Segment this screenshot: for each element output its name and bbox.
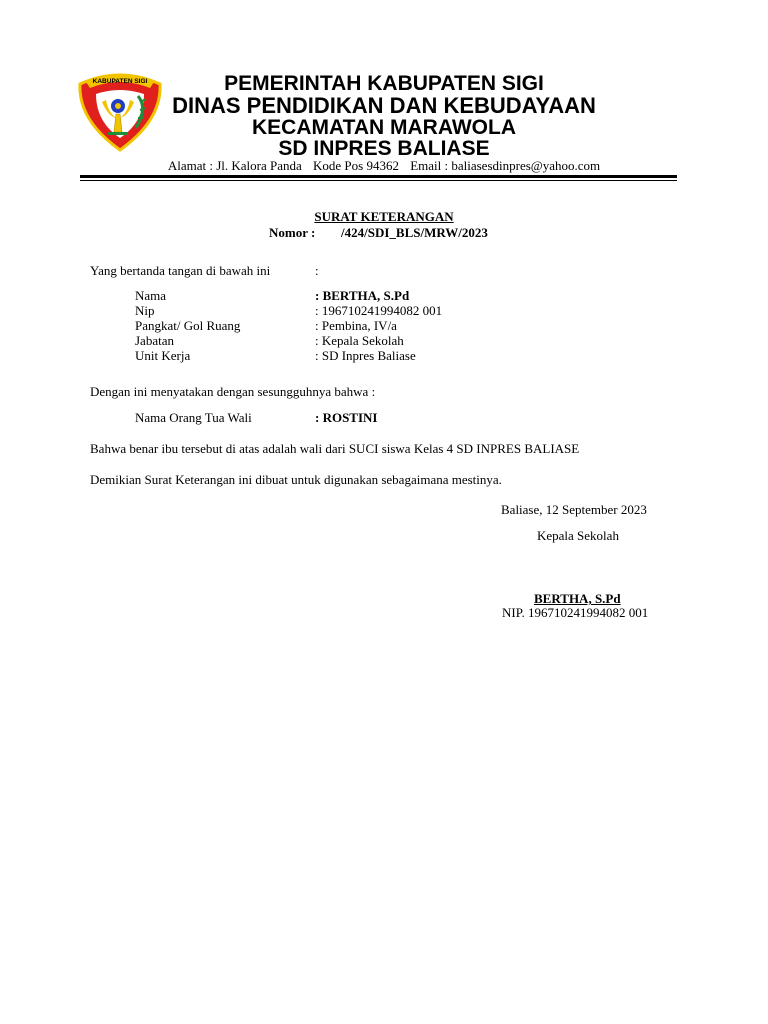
signer-name: BERTHA, S.Pd <box>534 591 621 606</box>
letterhead-line3: KECAMATAN MARAWOLA <box>251 116 517 139</box>
field-value-position: : Kepala Sekolah <box>315 333 404 348</box>
address-postcode: Kode Pos 94362 <box>313 158 399 173</box>
field-label-unit: Unit Kerja <box>135 348 191 363</box>
letter-title: SURAT KETERANGAN <box>314 209 454 224</box>
guardian-label: Nama Orang Tua Wali <box>135 410 252 425</box>
place-date: Baliase, 12 September 2023 <box>501 502 647 517</box>
signer-nip: NIP. 196710241994082 001 <box>502 605 649 620</box>
address-street: Alamat : Jl. Kalora Panda <box>167 158 302 173</box>
field-value-name: : BERTHA, S.Pd <box>315 288 410 303</box>
letterhead-line4: SD INPRES BALIASE <box>278 137 490 160</box>
logo-banner-text: KABUPATEN SIGI <box>92 78 148 85</box>
letter-number-label: Nomor : <box>269 225 316 240</box>
intro-colon: : <box>315 263 319 278</box>
field-value-unit: : SD Inpres Baliase <box>315 348 416 363</box>
field-label-position: Jabatan <box>135 333 174 348</box>
field-label-rank: Pangkat/ Gol Ruang <box>135 318 241 333</box>
letterhead-line2: DINAS PENDIDIKAN DAN KEBUDAYAAN <box>172 93 596 118</box>
signer-title: Kepala Sekolah <box>537 528 619 543</box>
letterhead-line1: PEMERINTAH KABUPATEN SIGI <box>224 72 544 95</box>
field-label-name: Nama <box>135 288 167 303</box>
field-label-nip: Nip <box>135 303 155 318</box>
letterhead-address <box>0 158 768 174</box>
letter-number-value: /424/SDI_BLS/MRW/2023 <box>341 225 488 240</box>
address-email: Email : baliasesdinpres@yahoo.com <box>410 158 601 173</box>
letterhead-divider-thick <box>80 175 677 178</box>
body-paragraph-2: Demikian Surat Keterangan ini dibuat untuk digunakan sebagaimana mestinya. <box>90 472 502 487</box>
letterhead-divider-thin <box>80 180 677 181</box>
intro-text: Yang bertanda tangan di bawah ini <box>90 263 271 278</box>
field-value-rank: : Pembina, IV/a <box>315 318 397 333</box>
letter-number <box>269 225 488 241</box>
statement-text: Dengan ini menyatakan dengan sesungguhnya bahwa : <box>90 384 376 399</box>
field-value-nip: : 196710241994082 001 <box>315 303 443 318</box>
body-paragraph-1: Bahwa benar ibu tersebut di atas adalah wali dari SUCI siswa Kelas 4 SD INPRES BALIASE <box>90 441 580 456</box>
guardian-value: : ROSTINI <box>315 410 378 425</box>
